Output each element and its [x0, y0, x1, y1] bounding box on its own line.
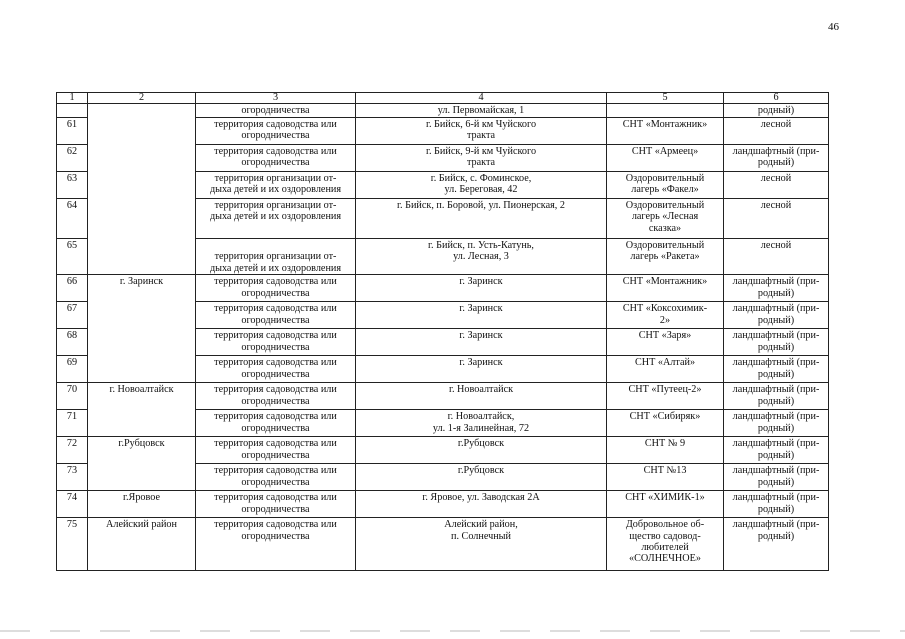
- organization-cell: СНТ «Коксохимик- 2»: [607, 302, 724, 329]
- row-number: [57, 104, 88, 118]
- page-number: 46: [828, 21, 839, 33]
- row-number: 67: [57, 302, 88, 329]
- table-row: [57, 104, 829, 118]
- place-cell: Алейский район: [88, 518, 196, 571]
- address-cell: г. Бийск, п. Усть-Катунь, ул. Лесная, 3: [356, 239, 607, 275]
- header-cell: 1: [57, 93, 88, 104]
- forest-type-cell: ландшафтный (при- родный): [724, 491, 829, 518]
- forest-type-cell: лесной: [724, 118, 829, 145]
- forest-type-cell: ландшафтный (при- родный): [724, 464, 829, 491]
- forest-type-cell: ландшафтный (при- родный): [724, 145, 829, 172]
- row-number: 71: [57, 410, 88, 437]
- row-number: 63: [57, 172, 88, 199]
- territory-type-cell: территория садоводства или огородничества: [196, 145, 356, 172]
- header-row: [57, 93, 829, 104]
- territory-type-cell: территория организации от- дыха детей и их оздоровления: [196, 172, 356, 199]
- row-number: 62: [57, 145, 88, 172]
- forest-type-cell: ландшафтный (при- родный): [724, 356, 829, 383]
- header-cell: 2: [88, 93, 196, 104]
- row-number: 69: [57, 356, 88, 383]
- forest-type-cell: ландшафтный (при- родный): [724, 302, 829, 329]
- header-cell: 5: [607, 93, 724, 104]
- place-cell: г.Рубцовск: [88, 437, 196, 491]
- territory-type-cell: территория садоводства или огородничества: [196, 437, 356, 464]
- organization-cell: Оздоровительный лагерь «Лесная сказка»: [607, 199, 724, 239]
- organization-cell: СНТ «Алтай»: [607, 356, 724, 383]
- territory-type-cell: территория садоводства или огородничества: [196, 464, 356, 491]
- place-cell: г. Заринск: [88, 275, 196, 383]
- territory-type-cell: территория организации от- дыха детей и их оздоровления: [196, 199, 356, 239]
- forest-type-cell: родный): [724, 104, 829, 118]
- header-cell: 6: [724, 93, 829, 104]
- address-cell: г. Новоалтайск, ул. 1-я Залинейная, 72: [356, 410, 607, 437]
- organization-cell: СНТ «Сибиряк»: [607, 410, 724, 437]
- address-cell: ул. Первомайская, 1: [356, 104, 607, 118]
- address-cell: г. Заринск: [356, 329, 607, 356]
- address-cell: г. Заринск: [356, 302, 607, 329]
- organization-cell: [607, 104, 724, 118]
- territory-type-cell: территория садоводства или огородничества: [196, 118, 356, 145]
- row-number: 70: [57, 383, 88, 410]
- row-number: 61: [57, 118, 88, 145]
- organization-cell: СНТ «Заря»: [607, 329, 724, 356]
- organization-cell: СНТ «Монтажник»: [607, 118, 724, 145]
- row-number: 72: [57, 437, 88, 464]
- place-cell: г. Новоалтайск: [88, 383, 196, 437]
- forest-type-cell: ландшафтный (при- родный): [724, 329, 829, 356]
- territory-table: [56, 92, 829, 571]
- row-number: 75: [57, 518, 88, 571]
- header-cell: 3: [196, 93, 356, 104]
- row-number: 73: [57, 464, 88, 491]
- organization-cell: Оздоровительный лагерь «Ракета»: [607, 239, 724, 275]
- row-number: 74: [57, 491, 88, 518]
- organization-cell: СНТ № 9: [607, 437, 724, 464]
- territory-type-cell: территория садоводства или огородничества: [196, 491, 356, 518]
- address-cell: г. Бийск, 9-й км Чуйского тракта: [356, 145, 607, 172]
- row-number: 64: [57, 199, 88, 239]
- territory-type-cell: территория садоводства или огородничества: [196, 356, 356, 383]
- address-cell: г.Рубцовск: [356, 437, 607, 464]
- territory-type-cell: территория садоводства или огородничества: [196, 302, 356, 329]
- header-cell: 4: [356, 93, 607, 104]
- address-cell: г. Бийск, п. Боровой, ул. Пионерская, 2: [356, 199, 607, 239]
- address-cell: г. Заринск: [356, 275, 607, 302]
- forest-type-cell: ландшафтный (при- родный): [724, 410, 829, 437]
- territory-type-cell: огородничества: [196, 104, 356, 118]
- place-cell: [88, 104, 196, 275]
- territory-type-cell: территория садоводства или огородничества: [196, 518, 356, 571]
- place-cell: г.Яровое: [88, 491, 196, 518]
- address-cell: г. Бийск, с. Фоминское, ул. Береговая, 42: [356, 172, 607, 199]
- scan-artifact: [0, 630, 905, 632]
- forest-type-cell: лесной: [724, 172, 829, 199]
- territory-type-cell: территория садоводства или огородничества: [196, 275, 356, 302]
- forest-type-cell: ландшафтный (при- родный): [724, 518, 829, 571]
- table-row: [57, 518, 829, 571]
- address-cell: г. Заринск: [356, 356, 607, 383]
- table-row: [57, 437, 829, 464]
- table-row: [57, 275, 829, 302]
- forest-type-cell: лесной: [724, 199, 829, 239]
- row-number: 65: [57, 239, 88, 275]
- organization-cell: Добровольное об- щество садовод- любителей «СОЛНЕЧНОЕ»: [607, 518, 724, 571]
- forest-type-cell: лесной: [724, 239, 829, 275]
- organization-cell: СНТ №13: [607, 464, 724, 491]
- organization-cell: СНТ «Путеец-2»: [607, 383, 724, 410]
- territory-type-cell: территория садоводства или огородничества: [196, 410, 356, 437]
- forest-type-cell: ландшафтный (при- родный): [724, 275, 829, 302]
- row-number: 66: [57, 275, 88, 302]
- forest-type-cell: ландшафтный (при- родный): [724, 383, 829, 410]
- organization-cell: Оздоровительный лагерь «Факел»: [607, 172, 724, 199]
- table-row: [57, 383, 829, 410]
- table-row: [57, 491, 829, 518]
- territory-type-cell: территория садоводства или огородничества: [196, 329, 356, 356]
- territory-type-cell: территория садоводства или огородничества: [196, 383, 356, 410]
- address-cell: Алейский район, п. Солнечный: [356, 518, 607, 571]
- address-cell: г.Рубцовск: [356, 464, 607, 491]
- address-cell: г. Бийск, 6-й км Чуйского тракта: [356, 118, 607, 145]
- address-cell: г. Яровое, ул. Заводская 2А: [356, 491, 607, 518]
- organization-cell: СНТ «ХИМИК-1»: [607, 491, 724, 518]
- organization-cell: СНТ «Монтажник»: [607, 275, 724, 302]
- forest-type-cell: ландшафтный (при- родный): [724, 437, 829, 464]
- organization-cell: СНТ «Армеец»: [607, 145, 724, 172]
- address-cell: г. Новоалтайск: [356, 383, 607, 410]
- territory-type-cell: территория организации от- дыха детей и их оздоровления: [196, 239, 356, 275]
- row-number: 68: [57, 329, 88, 356]
